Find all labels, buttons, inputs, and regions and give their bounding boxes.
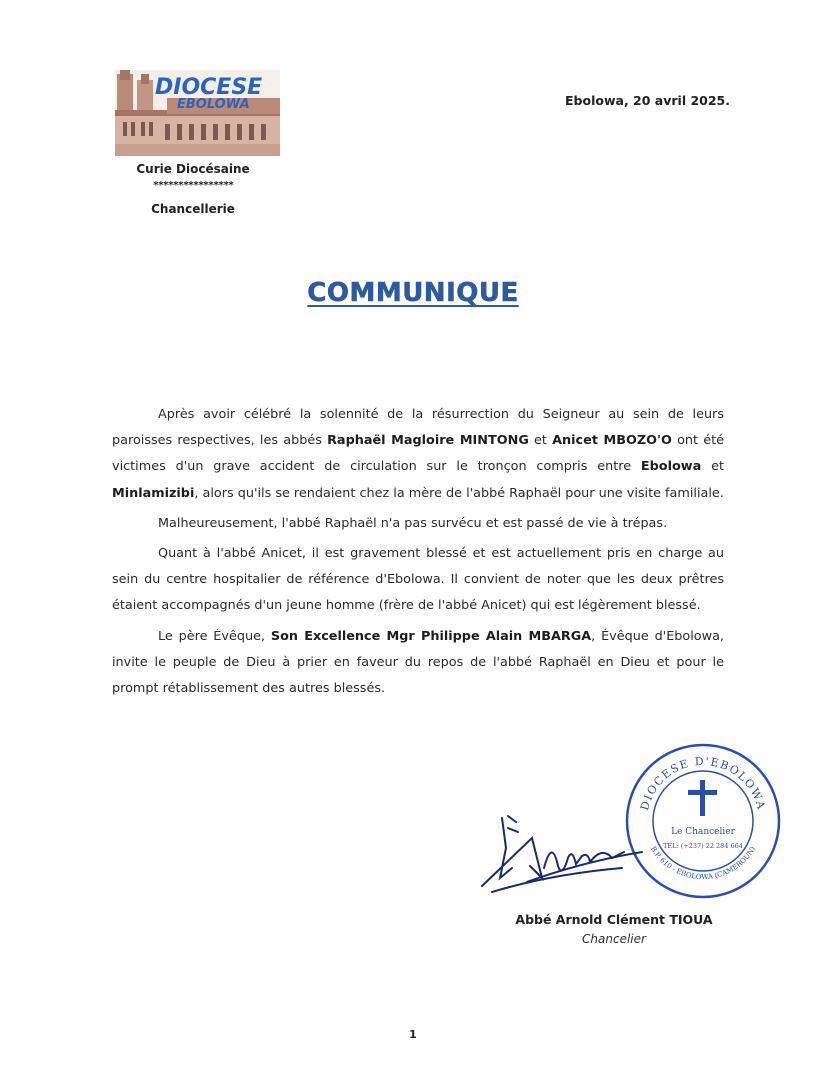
text-run: , Évêque d'Ebolowa, invite le peuple de Dieu à prier en faveur du repos de l'abbé Raphaël en Dieu et pour le prompt rétablissement des autres blessés. <box>112 628 725 697</box>
name-anicet: Anicet MBOZO'O <box>552 433 672 449</box>
place-ebolowa: Ebolowa <box>640 459 702 475</box>
text-run: , alors qu'ils se rendaient chez la mère de l'abbé Raphaël pour une visite familiale. <box>194 485 724 501</box>
name-raphael: Raphaël Magloire MINTONG <box>327 433 529 449</box>
document-title <box>0 278 826 308</box>
handwritten-signature <box>472 808 662 898</box>
text-run: et <box>528 433 553 449</box>
title-text: COMMUNIQUE <box>307 278 519 308</box>
svg-text:B.P. 610 - EBOLOWA (CAMEROUN) <box>649 845 757 881</box>
diocese-logo <box>115 70 280 156</box>
stamp-bottom-text: B.P. 610 - EBOLOWA (CAMEROUN) <box>648 845 758 882</box>
place-minlamizibi: Minlamizibi <box>112 485 195 501</box>
paragraph-1 <box>112 402 724 507</box>
logo-text-line1: DIOCESE <box>155 75 263 100</box>
signer-name: Abbé Arnold Clément TIOUA <box>515 912 713 927</box>
stamp-phone: TEL: (+237) 22 284 664 <box>663 842 743 850</box>
document-date: Ebolowa, 20 avril 2025. <box>565 93 730 108</box>
paragraph-3: Quant à l'abbé Anicet, il est gravement blessé et est actuellement pris en charge au sein du centre hospitalier de référence d'Ebolowa. Il convient de noter que les deux prêtres étaient accompagnés d'un jeune homme (frère de l'abbé Anicet) qui est légèrement blessé. <box>112 546 724 614</box>
decorative-stars: **************** <box>152 180 234 191</box>
logo-text-line2: EBOLOWA <box>177 97 250 112</box>
stamp-inner-text: Le Chancelier <box>671 827 735 837</box>
text-run: et <box>701 459 724 475</box>
paragraph-2: Malheureusement, l'abbé Raphaël n'a pas survécu et est passé de vie à trépas. <box>158 515 668 531</box>
text-run: Après avoir célébré la solennité de la résurrection du Seigneur au sein de leurs paroisses respectives, les abbés <box>112 407 724 449</box>
signer-role: Chancelier <box>582 932 646 946</box>
curie-label: Curie Diocésaine <box>136 162 250 176</box>
cross-icon <box>700 780 705 816</box>
chancellerie-label: Chancellerie <box>151 202 235 216</box>
document-body <box>112 402 724 702</box>
text-run: Le père Évêque, <box>158 628 271 644</box>
name-bishop: Son Excellence Mgr Philippe Alain MBARGA <box>270 628 592 644</box>
paragraph-4 <box>112 624 724 703</box>
text-run: ont été victimes d'un grave accident de circulation sur le tronçon compris entre <box>112 433 724 475</box>
page-number: 1 <box>409 1028 417 1041</box>
stamp-ring-text: DIOCESE D'EBOLOWA <box>638 754 768 812</box>
